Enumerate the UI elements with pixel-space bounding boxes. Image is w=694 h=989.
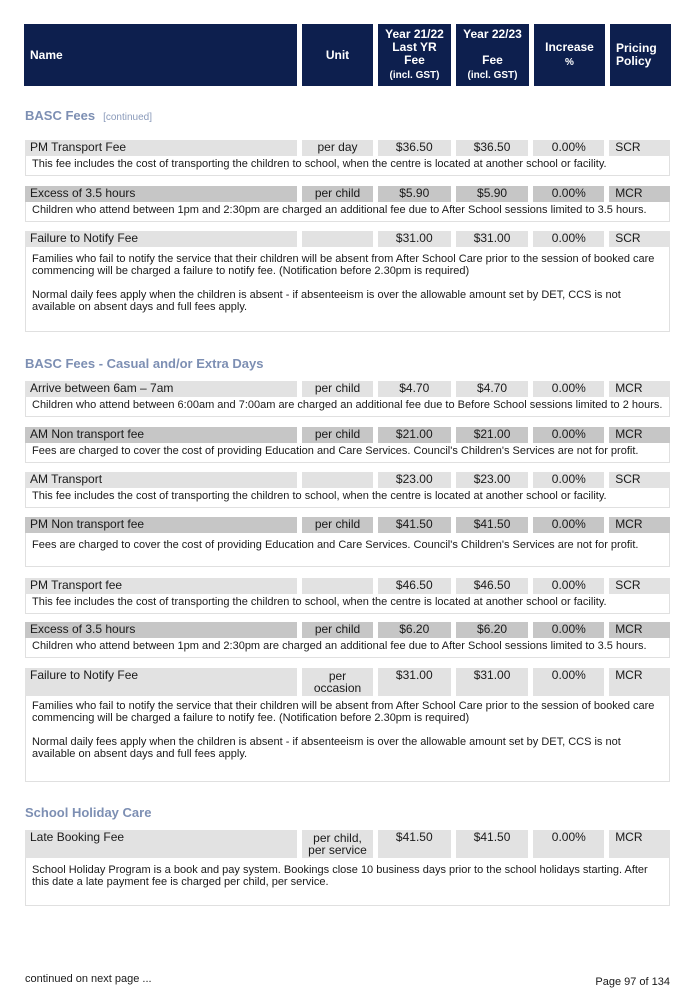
fee-name: Late Booking Fee: [25, 830, 297, 858]
header-pricing-policy: Pricing Policy: [610, 24, 671, 86]
fee-increase: 0.00%: [533, 231, 604, 247]
fee-last-year: $21.00: [378, 427, 451, 443]
fee-this-year: $4.70: [456, 381, 529, 397]
fee-unit: [302, 578, 373, 594]
fee-name: Excess of 3.5 hours: [25, 186, 297, 202]
section-title: BASC Fees [continued]: [25, 108, 153, 123]
fee-name: Arrive between 6am – 7am: [25, 381, 297, 397]
fee-policy: SCR: [609, 140, 670, 156]
fee-row: [25, 231, 670, 247]
fee-this-year: $6.20: [456, 622, 529, 638]
fee-increase: 0.00%: [533, 140, 604, 156]
fee-name: AM Non transport fee: [25, 427, 297, 443]
fee-row: [25, 186, 670, 202]
fee-policy: MCR: [609, 517, 670, 533]
page-number: Page 97 of 134: [595, 976, 670, 988]
fee-description: Children who attend between 1pm and 2:30pm are charged an additional fee due to After School sessions limited to 3.5 hours.: [25, 638, 670, 658]
fee-increase: 0.00%: [533, 668, 604, 696]
fee-policy: SCR: [609, 472, 670, 488]
fee-policy: SCR: [609, 578, 670, 594]
fee-row: [25, 381, 670, 397]
fee-last-year: $41.50: [378, 517, 451, 533]
fee-increase: 0.00%: [533, 427, 604, 443]
fee-description: This fee includes the cost of transporting the children to school, when the centre is located at another school or facility.: [25, 156, 670, 176]
fee-description: This fee includes the cost of transporting the children to school, when the centre is located at another school or facility.: [25, 594, 670, 614]
fee-description: Families who fail to notify the service that their children will be absent from After School Care prior to the session of booked care commencing will be charged a failure to notify fee. (Notification before 2.30pm is required) Normal daily fees apply when the children is absent - if absenteeism is over the allowable amount set by DET, CCS is not available on absent days and full fees apply.: [25, 696, 670, 782]
fee-increase: 0.00%: [533, 472, 604, 488]
fee-policy: SCR: [609, 231, 670, 247]
fee-row: [25, 668, 670, 696]
header-increase: Increase %: [534, 24, 605, 86]
fee-unit: per child: [302, 517, 373, 533]
fee-last-year: $4.70: [378, 381, 451, 397]
fee-name: Failure to Notify Fee: [25, 668, 297, 696]
fee-row: [25, 622, 670, 638]
continued-label: [continued]: [103, 112, 153, 123]
header-last-year: Year 21/22 Last YR Fee (incl. GST): [378, 24, 451, 86]
section-title: BASC Fees - Casual and/or Extra Days: [25, 356, 264, 371]
fee-name: PM Transport Fee: [25, 140, 297, 156]
fee-unit: per child: [302, 622, 373, 638]
fee-name: Failure to Notify Fee: [25, 231, 297, 247]
fee-name: Excess of 3.5 hours: [25, 622, 297, 638]
fee-policy: MCR: [609, 830, 670, 858]
fee-this-year: $31.00: [456, 668, 529, 696]
fee-policy: MCR: [609, 427, 670, 443]
fee-description: Children who attend between 1pm and 2:30pm are charged an additional fee due to After School sessions limited to 3.5 hours.: [25, 202, 670, 222]
fee-row: [25, 517, 670, 533]
fee-increase: 0.00%: [533, 381, 604, 397]
fee-this-year: $23.00: [456, 472, 529, 488]
fee-name: AM Transport: [25, 472, 297, 488]
fee-increase: 0.00%: [533, 830, 604, 858]
fee-row: [25, 472, 670, 488]
fee-description: Fees are charged to cover the cost of providing Education and Care Services. Council's Children's Services are not for profit.: [25, 443, 670, 463]
header-unit: Unit: [302, 24, 373, 86]
fee-policy: MCR: [609, 186, 670, 202]
fee-row: [25, 427, 670, 443]
fee-increase: 0.00%: [533, 622, 604, 638]
fee-description: This fee includes the cost of transporting the children to school, when the centre is located at another school or facility.: [25, 488, 670, 508]
fee-this-year: $21.00: [456, 427, 529, 443]
fee-policy: MCR: [609, 668, 670, 696]
table-header: [24, 24, 671, 86]
fee-this-year: $36.50: [456, 140, 529, 156]
fee-description: Children who attend between 6:00am and 7:00am are charged an additional fee due to Before School sessions limited to 2 hours.: [25, 397, 670, 417]
fee-increase: 0.00%: [533, 578, 604, 594]
fee-this-year: $46.50: [456, 578, 529, 594]
fee-name: PM Transport fee: [25, 578, 297, 594]
fee-unit: per child: [302, 381, 373, 397]
fee-this-year: $5.90: [456, 186, 529, 202]
fee-last-year: $31.00: [378, 231, 451, 247]
fee-this-year: $41.50: [456, 830, 529, 858]
fee-this-year: $41.50: [456, 517, 529, 533]
header-name: Name: [24, 24, 297, 86]
fee-this-year: $31.00: [456, 231, 529, 247]
fee-last-year: $41.50: [378, 830, 451, 858]
fee-description: Families who fail to notify the service that their children will be absent from After School Care prior to the session of booked care commencing will be charged a failure to notify fee. (Notification before 2.30pm is required) Normal daily fees apply when the children is absent - if absenteeism is over the allowable amount set by DET, CCS is not available on absent days and full fees apply.: [25, 247, 670, 332]
fee-row: [25, 830, 670, 858]
fee-last-year: $5.90: [378, 186, 451, 202]
fee-increase: 0.00%: [533, 517, 604, 533]
fee-policy: MCR: [609, 381, 670, 397]
fee-description: School Holiday Program is a book and pay system. Bookings close 10 business days prior to the school holidays starting. After this date a late payment fee is charged per child, per service.: [25, 858, 670, 906]
fee-unit: per child: [302, 427, 373, 443]
fee-last-year: $46.50: [378, 578, 451, 594]
fee-last-year: $31.00: [378, 668, 451, 696]
header-this-year: Year 22/23 Fee (incl. GST): [456, 24, 529, 86]
fee-unit: per day: [302, 140, 373, 156]
fee-name: PM Non transport fee: [25, 517, 297, 533]
fee-policy: MCR: [609, 622, 670, 638]
section-title: School Holiday Care: [25, 805, 152, 820]
fee-row: [25, 140, 670, 156]
fee-unit: per child, per service: [302, 830, 373, 858]
fee-unit: per occasion: [302, 668, 373, 696]
fee-unit: [302, 472, 373, 488]
fee-description: Fees are charged to cover the cost of providing Education and Care Services. Council's Children's Services are not for profit.: [25, 533, 670, 567]
fee-row: [25, 578, 670, 594]
fee-unit: per child: [302, 186, 373, 202]
continued-note: continued on next page ...: [25, 973, 152, 985]
fee-last-year: $23.00: [378, 472, 451, 488]
fee-increase: 0.00%: [533, 186, 604, 202]
fee-unit: [302, 231, 373, 247]
fee-last-year: $6.20: [378, 622, 451, 638]
fee-last-year: $36.50: [378, 140, 451, 156]
